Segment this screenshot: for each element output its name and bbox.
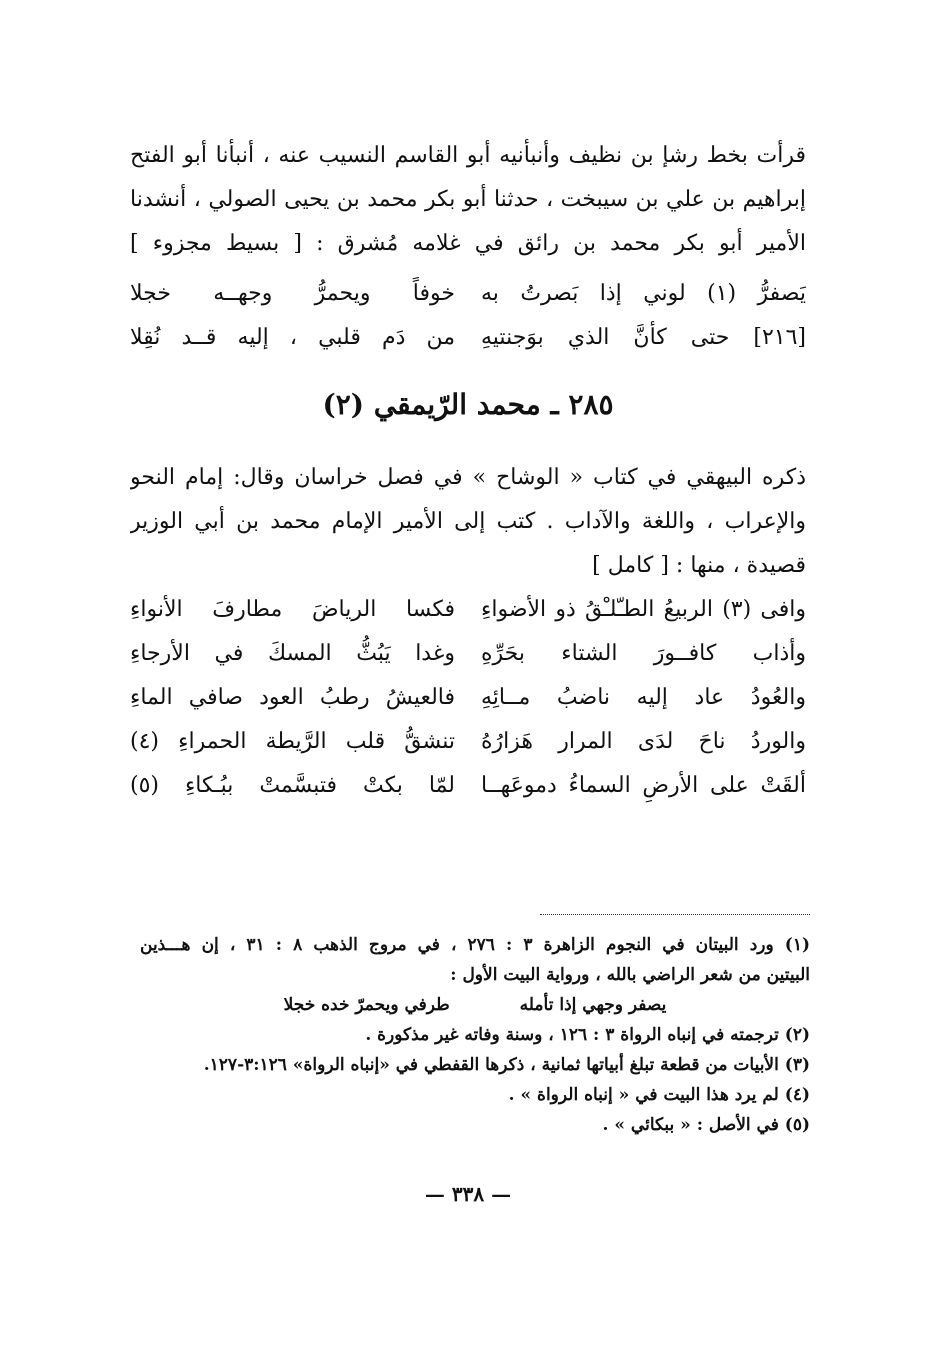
footnote-1-verse — [140, 990, 810, 1020]
second-hemistich: تنشقُّ قلب الرَّيطة الحمراءِ (٤) — [130, 729, 455, 754]
second-hemistich: فكسا الرياضَ مطارفَ الأنواءِ — [130, 597, 455, 622]
first-hemistich: والوردُ ناحَ لدَى المرار هَزارُهُ — [481, 729, 806, 754]
poem-verse — [130, 676, 806, 720]
second-paragraph — [130, 456, 806, 588]
second-poem — [130, 588, 806, 808]
intro-line-3: الأمير أبو بكر محمد بن رائق في غلامه مُشرق : [ بسيط مجزوء ] — [130, 231, 806, 256]
poem-verse — [130, 272, 806, 316]
first-poem — [130, 272, 806, 360]
footnote-verse-first: يصفر وجهي إذا تأمله — [519, 995, 667, 1015]
first-hemistich: والعُودُ عاد إليه ناضبُ مــائِهِ — [481, 685, 806, 710]
footnote-3: (٣) الأبيات من قطعة تبلغ أبياتها ثمانية ، ذكرها القفطي في «إنباه الرواة» ٣:١٢٦-١٢٧. — [203, 1055, 810, 1075]
first-hemistich: يَصفرُّ (١) لوني إذا بَصرتُ به — [481, 281, 806, 306]
first-hemistich: وأذاب كافــورَ الشتاء بحَرِّهِ — [481, 641, 806, 666]
second-hemistich: لمّا بكتْ فتبسَّمتْ ببُـكاءِ (٥) — [130, 773, 455, 798]
poem-verse — [130, 316, 806, 360]
intro-paragraph — [130, 134, 806, 266]
second-hemistich: من دَم قلبي ، إليه قــد نُقِلا — [130, 325, 455, 350]
footnotes — [140, 930, 810, 1140]
first-hemistich: [٢١٦] حتى كأنَّ الذي بوَجنتيهِ — [481, 325, 806, 350]
footnote-4: (٤) لم يرد هذا البيت في « إنباه الرواة » . — [508, 1085, 810, 1105]
footnote-separator — [540, 914, 810, 915]
footnote-1-line-1: (١) ورد البيتان في النجوم الزاهرة ٣ : ٢٧٦ ، في مروج الذهب ٨ : ٣١ ، إن هـــذين — [140, 935, 810, 955]
poem-verse — [130, 588, 806, 632]
footnote-2: (٢) ترجمته في إنباه الرواة ٣ : ١٢٦ ، وسنة وفاته غير مذكورة . — [365, 1025, 810, 1045]
footnote-verse-second: طرفي ويحمرّ خده خجلا — [283, 995, 450, 1015]
second-hemistich: وغدا يَبُثُّ المسكَ في الأرجاءِ — [130, 641, 455, 666]
paragraph-line-1: ذكره البيهقي في كتاب « الوشاح » في فصل خراسان وقال: إمام النحو — [130, 465, 806, 490]
page-number: — ٣٣٨ — — [424, 1182, 512, 1206]
second-hemistich: فالعيشُ رطبُ العود صافي الماءِ — [130, 685, 455, 710]
poem-verse — [130, 720, 806, 764]
first-hemistich: ألقَتْ على الأرضِ السماءُ دموعَهــا — [481, 773, 806, 798]
paragraph-line-3: قصيدة ، منها : [ كامل ] — [592, 553, 806, 578]
poem-verse — [130, 764, 806, 808]
first-hemistich: وافى (٣) الربيعُ الطـّلـْقُ ذو الأضواءِ — [481, 597, 806, 622]
footnote-1-line-2: البيتين من شعر الراضي بالله ، ورواية البيت الأول : — [450, 965, 810, 985]
paragraph-line-2: والإعراب ، واللغة والآداب . كتب إلى الأمير الإمام محمد بن أبي الوزير — [130, 509, 806, 534]
footnote-5: (٥) في الأصل : « ببكائي » . — [602, 1115, 810, 1135]
second-hemistich: خوفاً ويحمرُّ وجهــه خجلا — [130, 281, 455, 306]
section-heading: ٢٨٥ ـ محمد الرّيمقي (٢) — [322, 388, 614, 421]
intro-line-1: قرأت بخط رشإ بن نظيف وأنبأنيه أبو القاسم النسيب عنه ، أنبأنا أبو الفتح — [130, 143, 806, 168]
poem-verse — [130, 632, 806, 676]
intro-line-2: إبراهيم بن علي بن سيبخت ، حدثنا أبو بكر محمد بن يحيى الصولي ، أنشدنا — [130, 187, 806, 212]
